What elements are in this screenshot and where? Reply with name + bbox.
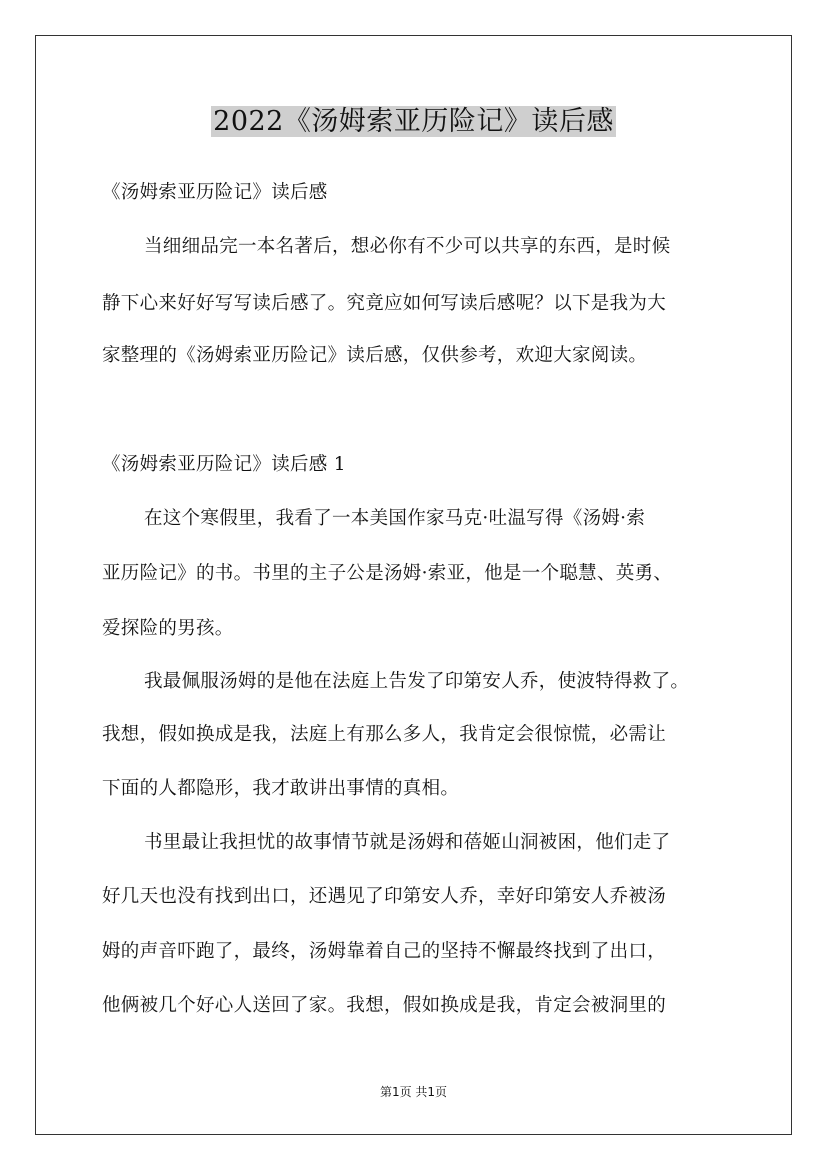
para2-line-1: 我最佩服汤姆的是他在法庭上告发了印第安人乔，使波特得救了。: [144, 671, 690, 692]
para3-line-3: 姆的声音吓跑了，最终，汤姆靠着自己的坚持不懈最终找到了出口，: [102, 941, 667, 962]
intro-line-1: 当细细品完一本名著后，想必你有不少可以共享的东西，是时候: [144, 236, 671, 257]
para3-line-4: 他俩被几个好心人送回了家。我想，假如换成是我，肯定会被洞里的: [102, 995, 667, 1016]
para1-line-1: 在这个寒假里，我看了一本美国作家马克·吐温写得《汤姆·索: [144, 508, 646, 529]
intro-line-3: 家整理的《汤姆索亚历险记》读后感，仅供参考，欢迎大家阅读。: [102, 345, 648, 366]
para3-line-1: 书里最让我担忧的故事情节就是汤姆和蓓姬山洞被困，他们走了: [144, 832, 671, 853]
para1-line-2: 亚历险记》的书。书里的主子公是汤姆·索亚，他是一个聪慧、英勇、: [102, 563, 673, 584]
para1-line-3: 爱探险的男孩。: [102, 618, 234, 639]
para2-line-3: 下面的人都隐形，我才敢讲出事情的真相。: [102, 778, 460, 799]
para2-line-2: 我想，假如换成是我，法庭上有那么多人，我肯定会很惊慌，必需让: [102, 724, 667, 745]
intro-line-2: 静下心来好好写写读后感了。究竟应如何写读后感呢？以下是我为大: [102, 293, 667, 314]
document-title: 2022《汤姆索亚历险记》读后感: [213, 106, 614, 137]
para3-line-2: 好几天也没有找到出口，还遇见了印第安人乔，幸好印第安人乔被汤: [102, 886, 667, 907]
section-heading: 《汤姆索亚历险记》读后感 1: [102, 454, 346, 475]
page-footer: 第1页 共1页: [379, 1085, 448, 1099]
document-title-wrap: [0, 100, 827, 144]
subtitle: 《汤姆索亚历险记》读后感: [102, 182, 328, 203]
